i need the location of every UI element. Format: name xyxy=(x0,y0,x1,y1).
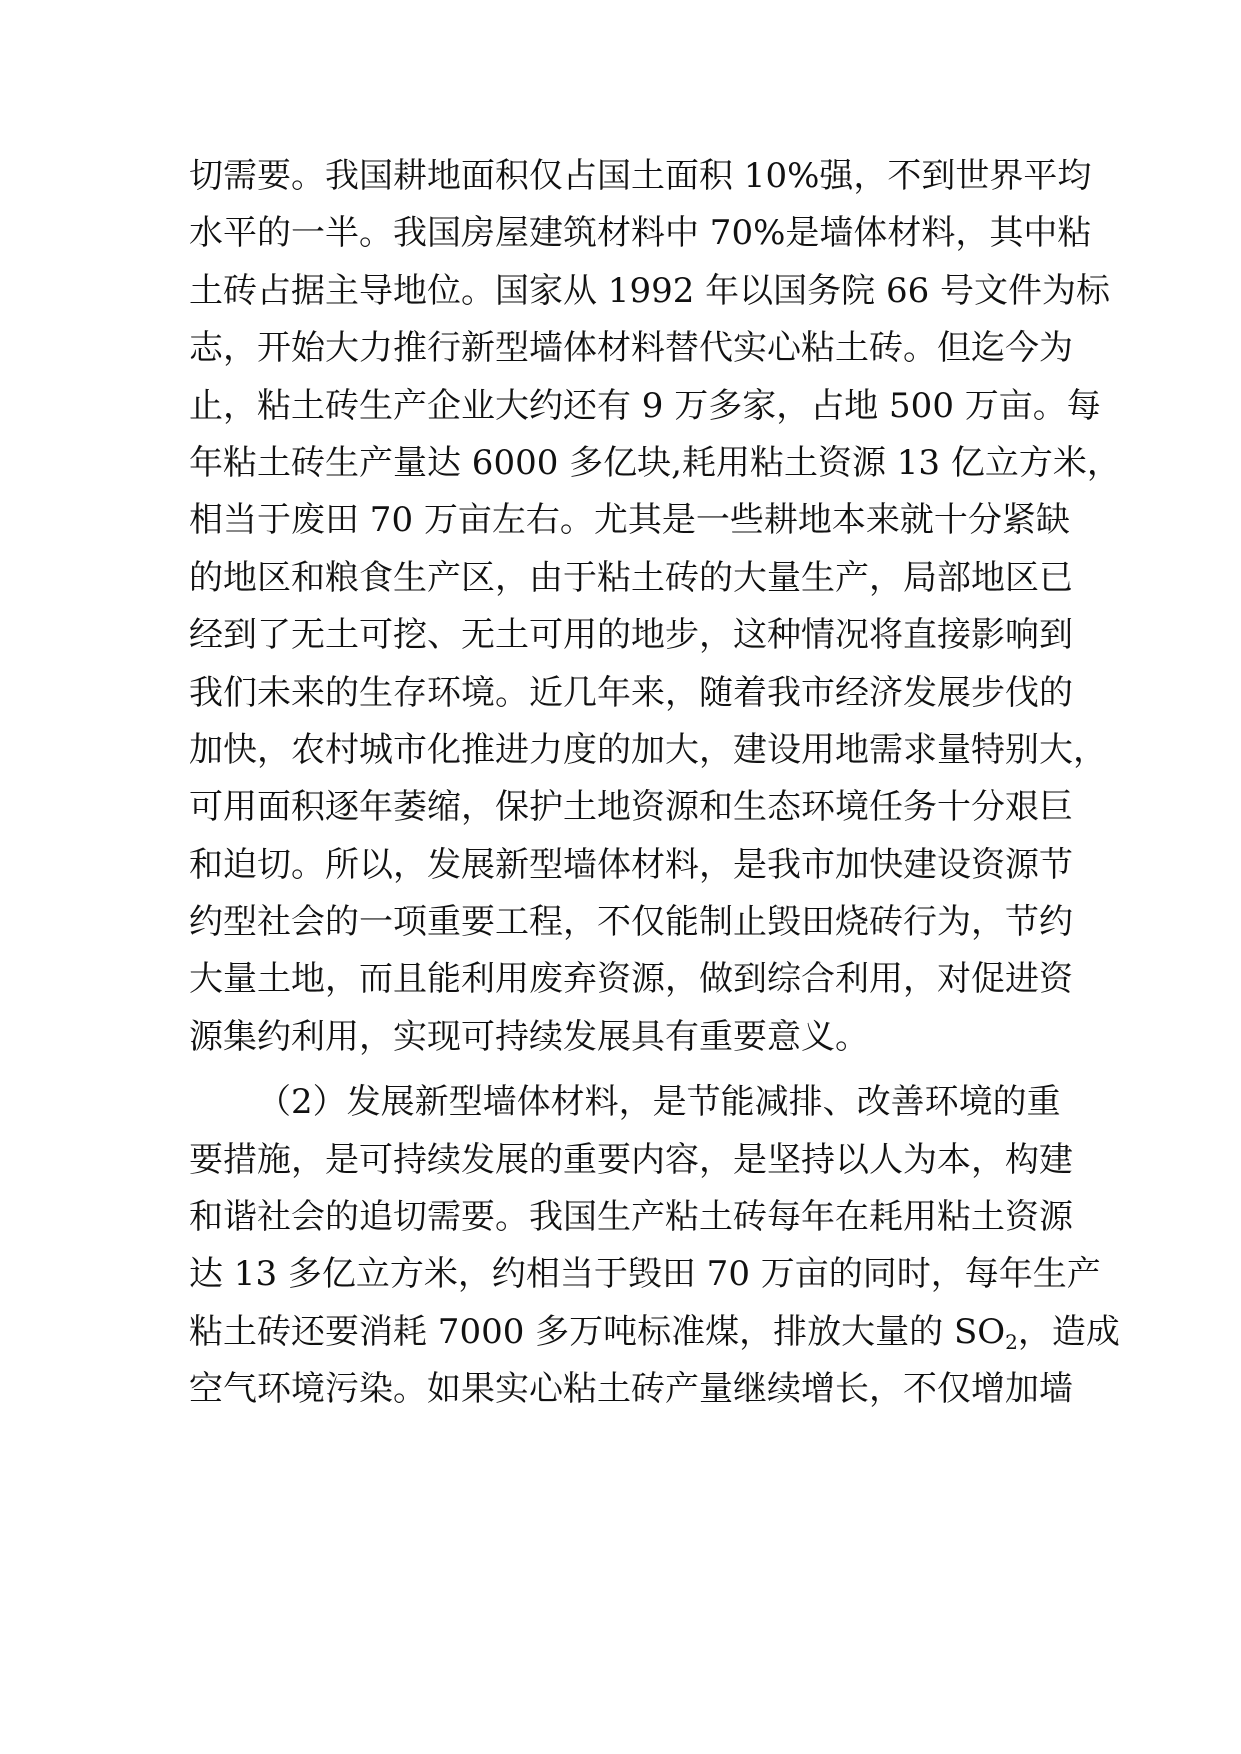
text-line: 切需要。我国耕地面积仅占国土面积 10%强，不到世界平均 xyxy=(189,156,1092,196)
text-line: 经到了无土可挖、无土可用的地步，这种情况将直接影响到 xyxy=(189,615,1073,656)
formula-main: SO xyxy=(953,1311,1006,1352)
text-line: 达 13 多亿立方米，约相当于毁田 70 万亩的同时，每年生产 xyxy=(189,1254,1101,1295)
paragraph-1 xyxy=(189,148,1121,1066)
text-line: 我们未来的生存环境。近几年来，随着我市经济发展步伐的 xyxy=(189,672,1073,713)
text-line: 和迫切。所以，发展新型墙体材料，是我市加快建设资源节 xyxy=(189,844,1073,885)
text-line: 可用面积逐年萎缩，保护土地资源和生态环境任务十分艰巨 xyxy=(189,787,1073,828)
document-body xyxy=(189,148,1121,1419)
paragraph-2 xyxy=(189,1074,1120,1418)
text-line: 相当于废田 70 万亩左右。尤其是一些耕地本来就十分紧缺 xyxy=(189,500,1070,541)
text-line: 空气环境污染。如果实心粘土砖产量继续增长，不仅增加墙 xyxy=(189,1369,1073,1410)
text-line-with-subscript xyxy=(189,1304,1120,1361)
text-line: 约型社会的一项重要工程，不仅能制止毁田烧砖行为，节约 xyxy=(189,902,1073,943)
text-segment: ，造成 xyxy=(1017,1311,1120,1352)
text-segment: 粘土砖还要消耗 7000 多万吨标准煤，排放大量的 xyxy=(189,1311,954,1352)
text-line: 的地区和粮食生产区，由于粘土砖的大量生产，局部地区已 xyxy=(189,557,1073,598)
text-line: 志，开始大力推行新型墙体材料替代实心粘土砖。但迄今为 xyxy=(189,328,1073,369)
text-line-last: 源集约利用，实现可持续发展具有重要意义。 xyxy=(189,1016,869,1057)
paragraph-spacer xyxy=(189,1066,1059,1074)
text-line: 止，粘土砖生产企业大约还有 9 万多家，占地 500 万亩。每 xyxy=(189,385,1101,426)
text-line: 水平的一半。我国房屋建筑材料中 70%是墙体材料，其中粘 xyxy=(189,213,1092,254)
formula-subscript: 2 xyxy=(1005,1329,1018,1354)
chemical-formula-so2 xyxy=(954,1312,1018,1352)
text-line-indented: （2）发展新型墙体材料，是节能减排、改善环境的重 xyxy=(257,1082,1061,1123)
text-line: 年粘土砖生产量达 6000 多亿块,耗用粘土资源 13 亿立方米， xyxy=(189,442,1121,483)
text-line: 土砖占据主导地位。国家从 1992 年以国务院 66 号文件为标 xyxy=(189,270,1111,311)
text-line: 大量土地，而且能利用废弃资源，做到综合利用，对促进资 xyxy=(189,959,1073,1000)
text-line: 要措施，是可持续发展的重要内容，是坚持以人为本，构建 xyxy=(189,1139,1073,1180)
text-line: 和谐社会的追切需要。我国生产粘土砖每年在耗用粘土资源 xyxy=(189,1197,1073,1238)
text-line: 加快，农村城市化推进力度的加大，建设用地需求量特别大， xyxy=(189,729,1107,770)
